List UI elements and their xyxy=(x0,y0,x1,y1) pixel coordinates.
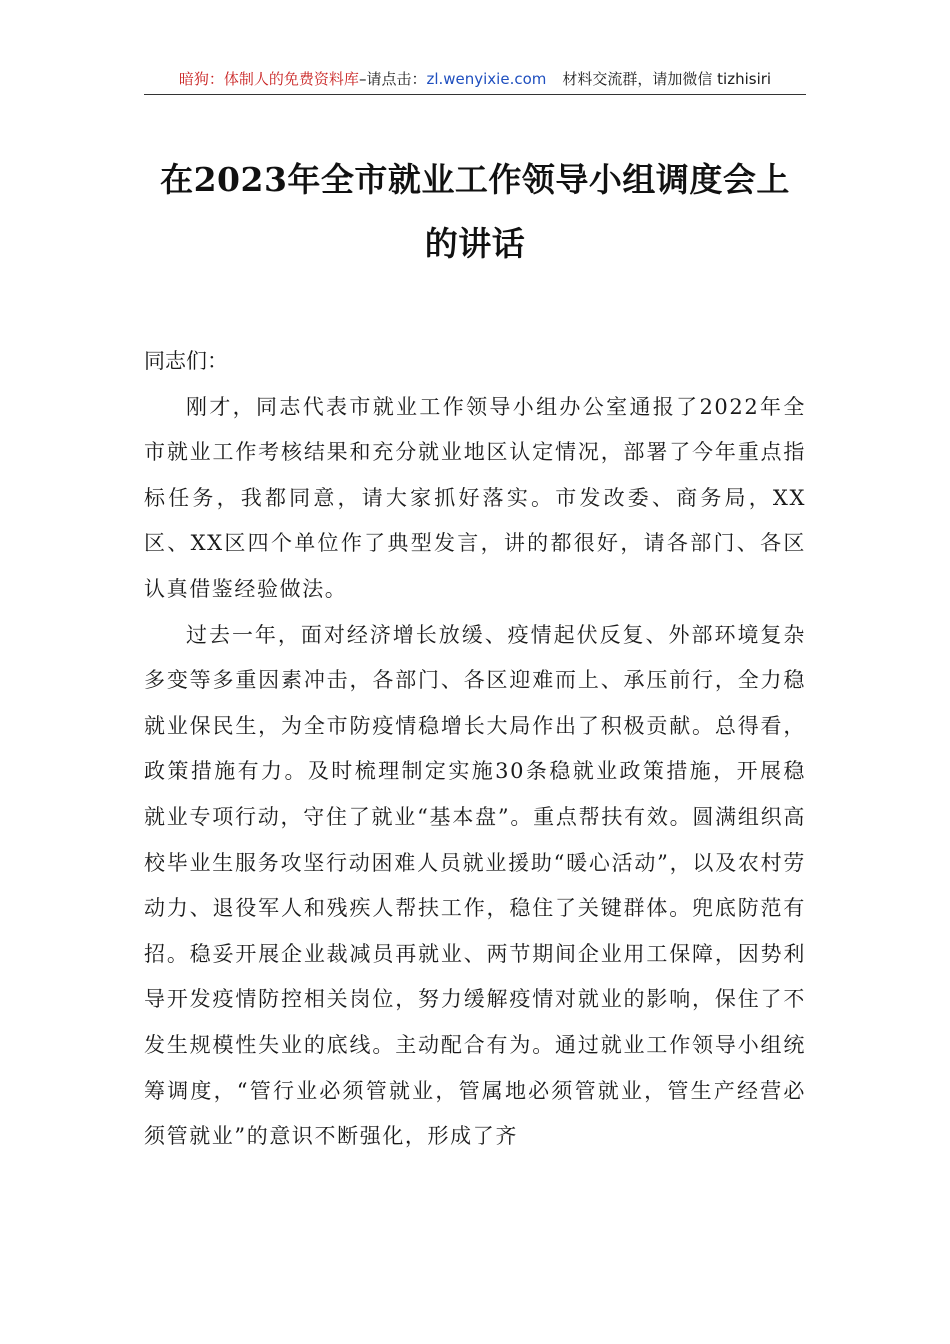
salutation: 同志们： xyxy=(144,349,228,373)
header-link[interactable]: zl.wenyixie.com xyxy=(426,70,547,88)
header-brand: 暗狗：体制人的免费资料库 xyxy=(178,70,359,88)
document-body xyxy=(144,339,806,1160)
page-header xyxy=(144,64,806,95)
document-title: 在2023年全市就业工作领导小组调度会上的讲话 xyxy=(160,160,790,263)
paragraph-2: 过去一年，面对经济增长放缓、疫情起伏反复、外部环境复杂多变等多重因素冲击，各部门、各区迎难而上、承压前行，全力稳就业保民生，为全市防疫情稳增长大局作出了积极贡献。总得看，政策措施有力。及时梳理制定实施30条稳就业政策措施，开展稳就业专项行动，守住了就业“基本盘”。重点帮扶有效。圆满组织高校毕业生服务攻坚行动困难人员就业援助“暖心活动”，以及农村劳动力、退役军人和残疾人帮扶工作，稳住了关键群体。兜底防范有招。稳妥开展企业裁减员再就业、两节期间企业用工保障，因势利导开发疫情防控相关岗位，努力缓解疫情对就业的影响，保住了不发生规模性失业的底线。主动配合有为。通过就业工作领导小组统筹调度，“管行业必须管就业，管属地必须管就业，管生产经营必须管就业”的意识不断强化，形成了齐 xyxy=(144,622,806,1149)
header-click-prompt: –请点击： xyxy=(358,70,427,88)
paragraph-1: 刚才，同志代表市就业工作领导小组办公室通报了2022年全市就业工作考核结果和充分就业地区认定情况，部署了今年重点指标任务，我都同意，请大家抓好落实。市发改委、商务局，XX区、XX区四个单位作了典型发言，讲的都很好，请各部门、各区认真借鉴经验做法。 xyxy=(144,394,806,601)
header-wechat-note: 材料交流群，请加微信 tizhisiri xyxy=(562,70,772,88)
